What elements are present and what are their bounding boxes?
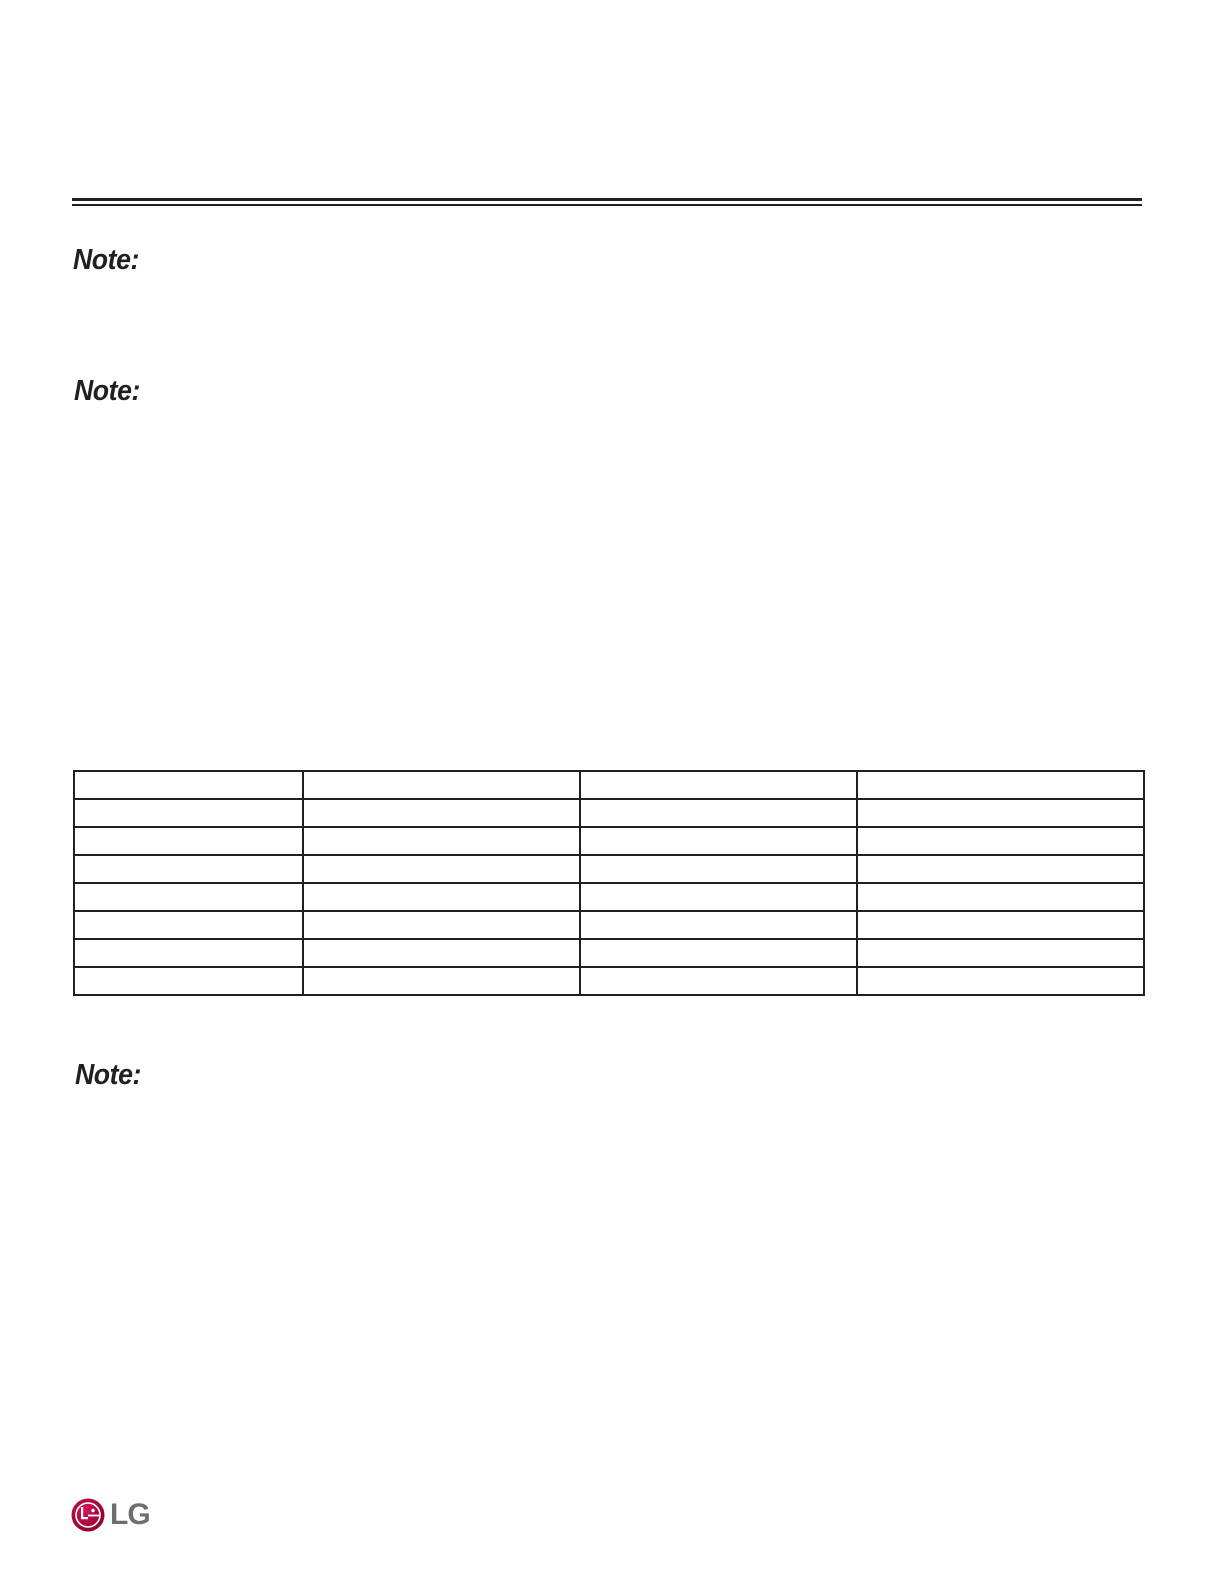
table-cell bbox=[580, 827, 857, 855]
table-cell bbox=[580, 967, 857, 995]
note-label-3: Note: bbox=[75, 1059, 141, 1091]
header-rule-thick bbox=[72, 198, 1142, 201]
table-cell bbox=[74, 771, 303, 799]
specification-table bbox=[73, 770, 1145, 996]
table-row bbox=[74, 939, 1144, 967]
table-cell bbox=[303, 911, 580, 939]
table-cell bbox=[303, 771, 580, 799]
table-cell bbox=[857, 883, 1144, 911]
table-cell bbox=[303, 883, 580, 911]
lg-logo bbox=[71, 1498, 150, 1532]
lg-logo-text: LG bbox=[110, 1498, 150, 1531]
table-cell bbox=[74, 827, 303, 855]
table-cell bbox=[857, 939, 1144, 967]
table-cell bbox=[74, 911, 303, 939]
table-cell bbox=[857, 855, 1144, 883]
table-row bbox=[74, 967, 1144, 995]
table-cell bbox=[74, 883, 303, 911]
table-cell bbox=[580, 939, 857, 967]
table-row bbox=[74, 771, 1144, 799]
table-cell bbox=[74, 967, 303, 995]
table-row bbox=[74, 883, 1144, 911]
table-cell bbox=[857, 771, 1144, 799]
table-cell bbox=[580, 911, 857, 939]
table-row bbox=[74, 799, 1144, 827]
note-label-1: Note: bbox=[73, 244, 139, 276]
table-cell bbox=[857, 799, 1144, 827]
table-cell bbox=[303, 827, 580, 855]
table-cell bbox=[580, 799, 857, 827]
table-cell bbox=[74, 939, 303, 967]
table-cell bbox=[857, 911, 1144, 939]
header-rule-thin bbox=[72, 204, 1142, 206]
table-cell bbox=[857, 967, 1144, 995]
table-cell bbox=[303, 939, 580, 967]
table-row bbox=[74, 911, 1144, 939]
table-row bbox=[74, 855, 1144, 883]
table-cell bbox=[74, 799, 303, 827]
table-cell bbox=[303, 967, 580, 995]
table-cell bbox=[303, 855, 580, 883]
note-label-2: Note: bbox=[74, 375, 140, 407]
table-cell bbox=[580, 883, 857, 911]
table-cell bbox=[303, 799, 580, 827]
table-cell bbox=[74, 855, 303, 883]
table-cell bbox=[857, 827, 1144, 855]
table-row bbox=[74, 827, 1144, 855]
lg-face-icon bbox=[71, 1498, 105, 1532]
table-cell bbox=[580, 855, 857, 883]
table-cell bbox=[580, 771, 857, 799]
